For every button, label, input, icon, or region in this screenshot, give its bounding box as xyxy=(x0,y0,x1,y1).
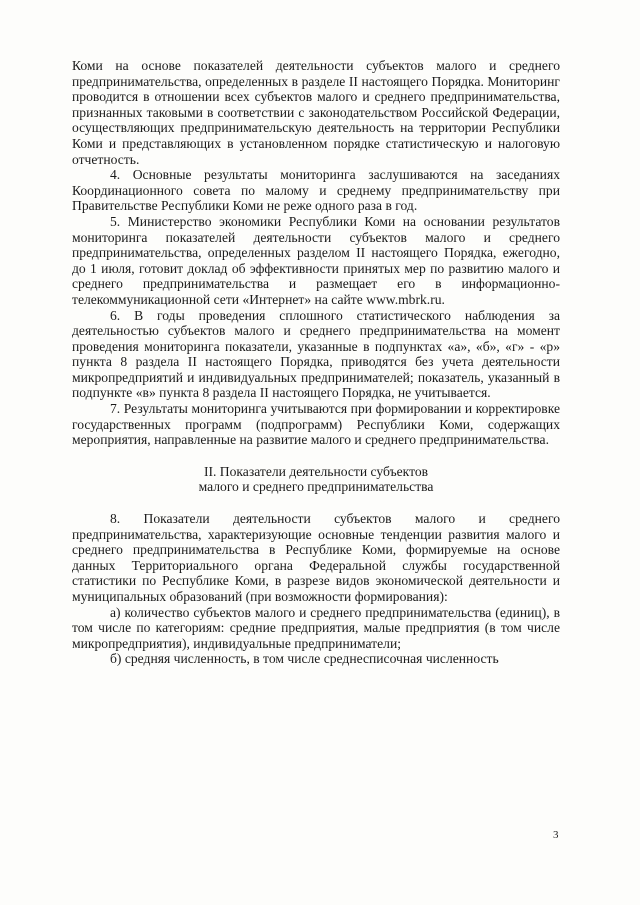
paragraph-monitoring-intro: Коми на основе показателей деятельности субъектов малого и среднего предпринимательства, определенных в разделе II настоящего Порядка. Мониторинг проводится в отношении всех субъектов малого и среднего предпринимательства, признанных таковыми в соответствии с законодательством Российской Федерации, осуществляющих предпринимательскую деятельность на территории Республики Коми и представляющих в установленном порядке статистическую и налоговую отчетность. xyxy=(72,58,560,167)
page-number: 3 xyxy=(553,829,559,841)
section-heading-line-1: II. Показатели деятельности субъектов xyxy=(203,463,429,479)
paragraph-item-4: 4. Основные результаты мониторинга заслушиваются на заседаниях Координационного совета по малому и среднему предпринимательству при Правительстве Республики Коми не реже одного раза в год. xyxy=(72,167,560,214)
document-body xyxy=(72,58,560,667)
paragraph-item-7: 7. Результаты мониторинга учитываются при формировании и корректировке государственных программ (подпрограмм) Республики Коми, содержащих мероприятия, направленные на развитие малого и среднего предпринимательства. xyxy=(72,401,560,448)
section-heading xyxy=(72,464,560,495)
paragraph-subitem-a: а) количество субъектов малого и среднего предпринимательства (единиц), в том числе по категориям: средние предприятия, малые предприятия (в том числе микропредприятия), индивидуальные предприниматели; xyxy=(72,604,560,651)
paragraph-item-8: 8. Показатели деятельности субъектов малого и среднего предпринимательства, характеризующие основные тенденции развития малого и среднего предпринимательства в Республике Коми, формируемые на основе данных Территориального органа Федеральной службы государственной статистики по Республике Коми, в разрезе видов экономической деятельности и муниципальных образований (при возможности формирования): xyxy=(72,511,560,604)
section-heading-line-2: малого и среднего предпринимательства xyxy=(198,479,434,495)
paragraph-item-5: 5. Министерство экономики Республики Коми на основании результатов мониторинга показателей деятельности субъектов малого и среднего предпринимательства, определенных разделом II настоящего Порядка, ежегодно, до 1 июля, готовит доклад об эффективности принятых мер по развитию малого и среднего предпринимательства и размещает его в информационно-телекоммуникационной сети «Интернет» на сайте www.mbrk.ru. xyxy=(72,213,560,307)
paragraph-subitem-b: б) средняя численность, в том числе среднесписочная численность xyxy=(110,651,499,667)
paragraph-item-6: 6. В годы проведения сплошного статистического наблюдения за деятельностью субъектов малого и среднего предпринимательства на момент проведения мониторинга показатели, указанные в подпунктах «а», «б», «г» - «р» пункта 8 раздела II настоящего Порядка, приводятся без учета деятельности микропредприятий и индивидуальных предпринимателей; показатель, указанный в подпункте «в» пункта 8 раздела II настоящего Порядка, не учитывается. xyxy=(72,307,560,401)
